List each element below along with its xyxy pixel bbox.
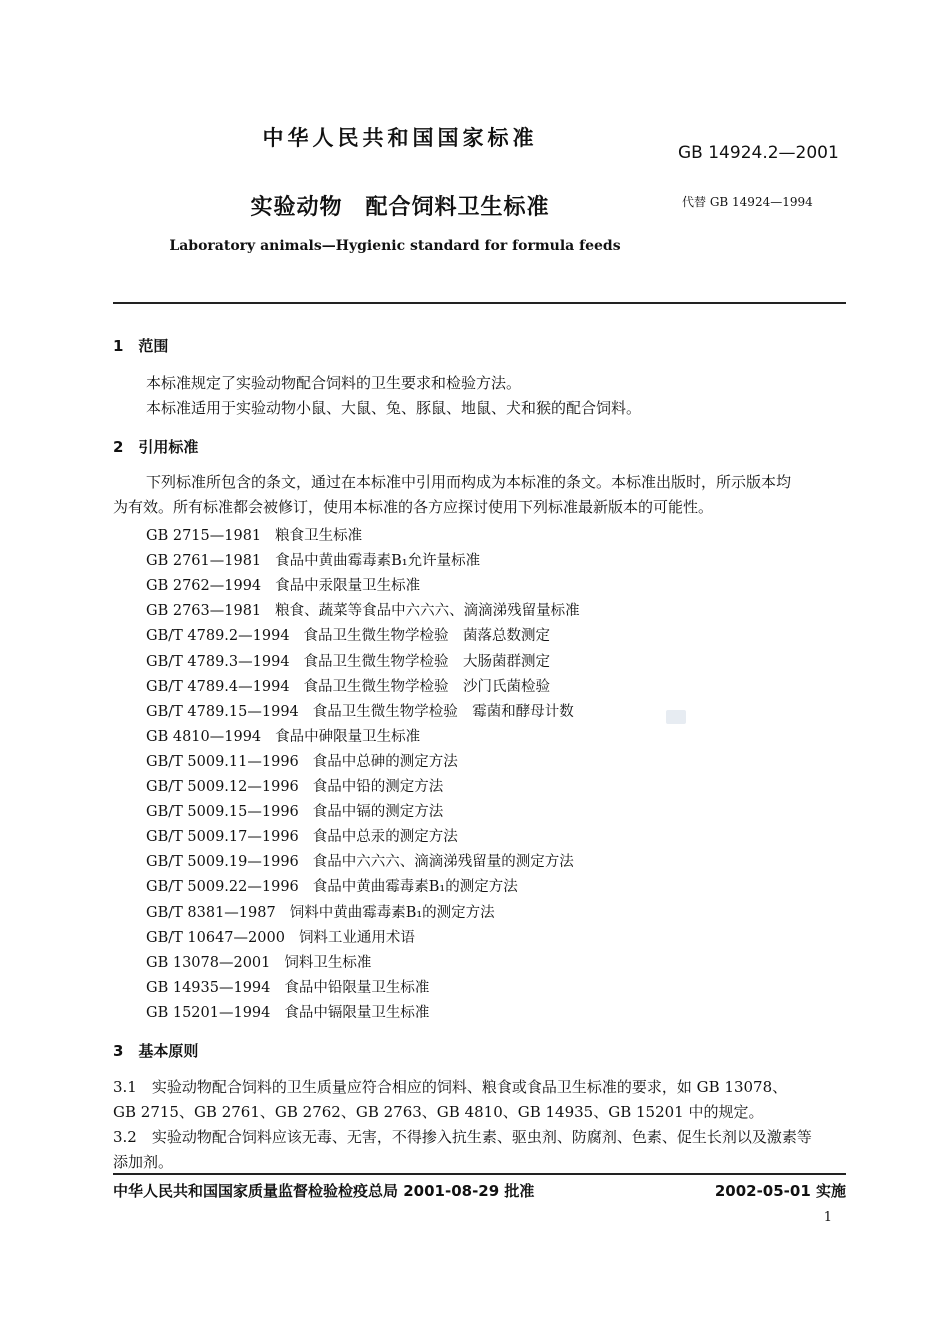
reference-item	[146, 901, 495, 922]
reference-code: GB/T 5009.17—1996	[146, 829, 299, 846]
reference-item	[146, 750, 458, 771]
reference-title: 饲料工业通用术语	[298, 929, 415, 946]
reference-title: 食品中汞限量卫生标准	[275, 578, 421, 595]
reference-code: GB 2762—1994	[146, 578, 262, 595]
reference-item	[146, 624, 550, 645]
reference-item	[146, 549, 480, 570]
reference-title: 食品中铅的测定方法	[312, 779, 444, 795]
section-1-para-2: 本标准适用于实验动物小鼠、大鼠、兔、豚鼠、地鼠、犬和猴的配合饲料。	[146, 399, 642, 417]
reference-code: GB 2715—1981	[146, 528, 262, 544]
standard-number: GB 14924.2—2001	[678, 143, 839, 163]
section-1-heading: 1 范围	[113, 337, 169, 355]
reference-code: GB/T 4789.3—1994	[146, 653, 290, 670]
clause-3-2-line-1: 3.2 实验动物配合饲料应该无毒、无害，不得掺入抗生素、驱虫剂、防腐剂、色素、促生长剂以及激素等	[113, 1128, 812, 1146]
clause-3-1-line-2: GB 2715、GB 2761、GB 2762、GB 2763、GB 4810、GB 14935、GB 15201 中的规定。	[113, 1103, 764, 1121]
reference-title: 食品中砷限量卫生标准	[275, 728, 421, 745]
reference-item	[146, 976, 429, 997]
reference-code: GB/T 8381—1987	[146, 904, 276, 921]
reference-title: 食品中铅限量卫生标准	[284, 979, 430, 996]
reference-item	[146, 1001, 429, 1022]
reference-item	[146, 524, 362, 545]
header-organization: 中华人民共和国国家标准	[262, 126, 538, 150]
reference-code: GB/T 4789.15—1994	[146, 703, 299, 720]
page-number: 1	[823, 1210, 832, 1225]
reference-title: 食品卫生微生物学检验 菌落总数测定	[303, 628, 551, 645]
reference-code: GB/T 5009.22—1996	[146, 879, 299, 896]
reference-code: GB 2761—1981	[146, 553, 262, 570]
reference-title: 食品卫生微生物学检验 霉菌和酵母计数	[312, 703, 574, 720]
reference-code: GB/T 4789.2—1994	[146, 628, 290, 645]
reference-item	[146, 725, 420, 746]
reference-item	[146, 574, 420, 595]
reference-title: 食品卫生微生物学检验 沙门氏菌检验	[303, 678, 551, 695]
reference-code: GB/T 5009.11—1996	[146, 753, 299, 770]
document-title: 实验动物 配合饲料卫生标准	[250, 195, 550, 220]
reference-code: GB/T 5009.19—1996	[146, 854, 299, 871]
header-rule	[113, 302, 846, 304]
replaces-note: 代替 GB 14924—1994	[682, 195, 813, 209]
clause-3-1-line-1: 3.1 实验动物配合饲料的卫生质量应符合相应的饲料、粮食或食品卫生标准的要求，如 GB 13078、	[113, 1078, 788, 1096]
reference-title: 食品中总砷的测定方法	[312, 753, 458, 770]
footer-effective-date: 2002-05-01 实施	[714, 1182, 846, 1200]
footer-rule	[113, 1173, 846, 1175]
reference-item	[146, 650, 550, 671]
reference-code: GB 4810—1994	[146, 728, 262, 745]
footer-issuer: 中华人民共和国国家质量监督检验检疫总局 2001-08-29 批准	[113, 1182, 535, 1200]
clause-3-2-line-2: 添加剂。	[113, 1153, 174, 1171]
reference-code: GB/T 5009.12—1996	[146, 779, 299, 795]
reference-code: GB 14935—1994	[146, 979, 271, 996]
section-1-para-1: 本标准规定了实验动物配合饲料的卫生要求和检验方法。	[146, 374, 522, 392]
reference-code: GB/T 4789.4—1994	[146, 678, 290, 695]
reference-title: 饲料卫生标准	[284, 954, 372, 971]
reference-title: 食品中镉限量卫生标准	[284, 1004, 430, 1021]
reference-item	[146, 599, 580, 620]
reference-code: GB 15201—1994	[146, 1004, 271, 1021]
reference-title: 食品中六六六、滴滴涕残留量的测定方法	[312, 854, 574, 871]
reference-code: GB 2763—1981	[146, 603, 262, 620]
reference-title: 饲料中黄曲霉毒素B₁的测定方法	[289, 904, 495, 921]
reference-item	[146, 926, 415, 947]
stamp-mark	[666, 710, 686, 724]
section-2-heading: 2 引用标准	[113, 438, 199, 456]
reference-title: 粮食、蔬菜等食品中六六六、滴滴涕残留量标准	[275, 603, 580, 620]
reference-item	[146, 951, 371, 972]
reference-title: 食品中镉的测定方法	[312, 804, 444, 821]
reference-title: 食品中黄曲霉毒素B₁允许量标准	[275, 553, 481, 570]
reference-item	[146, 850, 574, 871]
reference-code: GB/T 5009.15—1996	[146, 804, 299, 821]
reference-title: 食品中总汞的测定方法	[312, 829, 458, 846]
reference-code: GB 13078—2001	[146, 954, 271, 971]
reference-item	[146, 825, 458, 846]
reference-item	[146, 775, 443, 796]
section-2-intro-line-1: 下列标准所包含的条文，通过在本标准中引用而构成为本标准的条文。本标准出版时，所示版本均	[146, 473, 792, 491]
reference-title: 粮食卫生标准	[275, 528, 363, 544]
reference-item	[146, 700, 574, 721]
reference-item	[146, 800, 443, 821]
section-3-heading: 3 基本原则	[113, 1042, 199, 1060]
english-title: Laboratory animals—Hygienic standard for formula feeds	[169, 238, 621, 254]
reference-item	[146, 675, 550, 696]
reference-item	[146, 875, 518, 896]
section-2-intro-line-2: 为有效。所有标准都会被修订，使用本标准的各方应探讨使用下列标准最新版本的可能性。	[113, 498, 714, 516]
reference-code: GB/T 10647—2000	[146, 929, 285, 946]
reference-title: 食品中黄曲霉毒素B₁的测定方法	[312, 879, 518, 896]
reference-title: 食品卫生微生物学检验 大肠菌群测定	[303, 653, 551, 670]
